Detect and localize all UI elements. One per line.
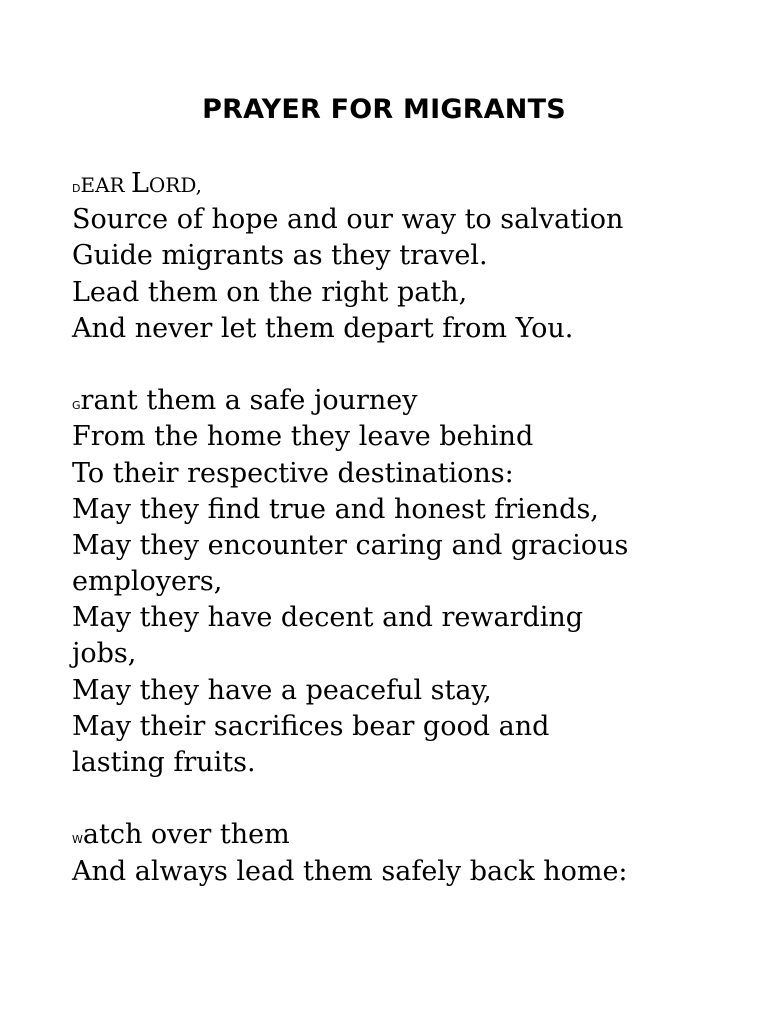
- prayer-body: [72, 166, 732, 890]
- greeting-capital-l: L: [130, 168, 149, 199]
- prayer-line: jobs,: [72, 638, 137, 670]
- drop-initial-w: W: [72, 833, 83, 847]
- drop-initial-d: D: [72, 182, 81, 195]
- prayer-line: lasting fruits.: [72, 747, 256, 778]
- prayer-line: May they have a peaceful stay,: [72, 674, 492, 706]
- prayer-line: May they find true and honest friends,: [72, 493, 599, 525]
- prayer-line: And never let them depart from You.: [72, 312, 574, 344]
- stanza-gap: [72, 781, 732, 817]
- prayer-line: To their respective destinations:: [72, 457, 514, 489]
- stanza-3-first-line: [72, 817, 732, 853]
- page-title: PRAYER FOR MIGRANTS: [202, 94, 566, 125]
- prayer-line: May they have decent and rewarding: [72, 602, 584, 634]
- prayer-line: Source of hope and our way to salvation: [72, 204, 624, 236]
- prayer-line: Guide migrants as they travel.: [72, 240, 488, 272]
- prayer-line: May they encounter caring and gracious: [72, 529, 629, 561]
- prayer-line: May their sacrifices bear good and: [72, 710, 550, 742]
- prayer-line: And always lead them safely back home:: [72, 855, 628, 887]
- prayer-line: Lead them on the right path,: [72, 276, 468, 308]
- greeting-part-1: EAR: [80, 173, 131, 197]
- stanza-gap: [72, 347, 732, 383]
- stanza-2-first-line: [72, 383, 732, 419]
- stanza-3-first-line-text: atch over them: [82, 819, 290, 851]
- prayer-line: From the home they leave behind: [72, 421, 534, 453]
- greeting-line: [72, 166, 732, 202]
- greeting-part-2: ORD,: [148, 173, 203, 197]
- prayer-line: employers,: [72, 566, 223, 598]
- drop-initial-g: G: [72, 399, 81, 413]
- stanza-2-first-line-text: rant them a safe journey: [80, 385, 418, 417]
